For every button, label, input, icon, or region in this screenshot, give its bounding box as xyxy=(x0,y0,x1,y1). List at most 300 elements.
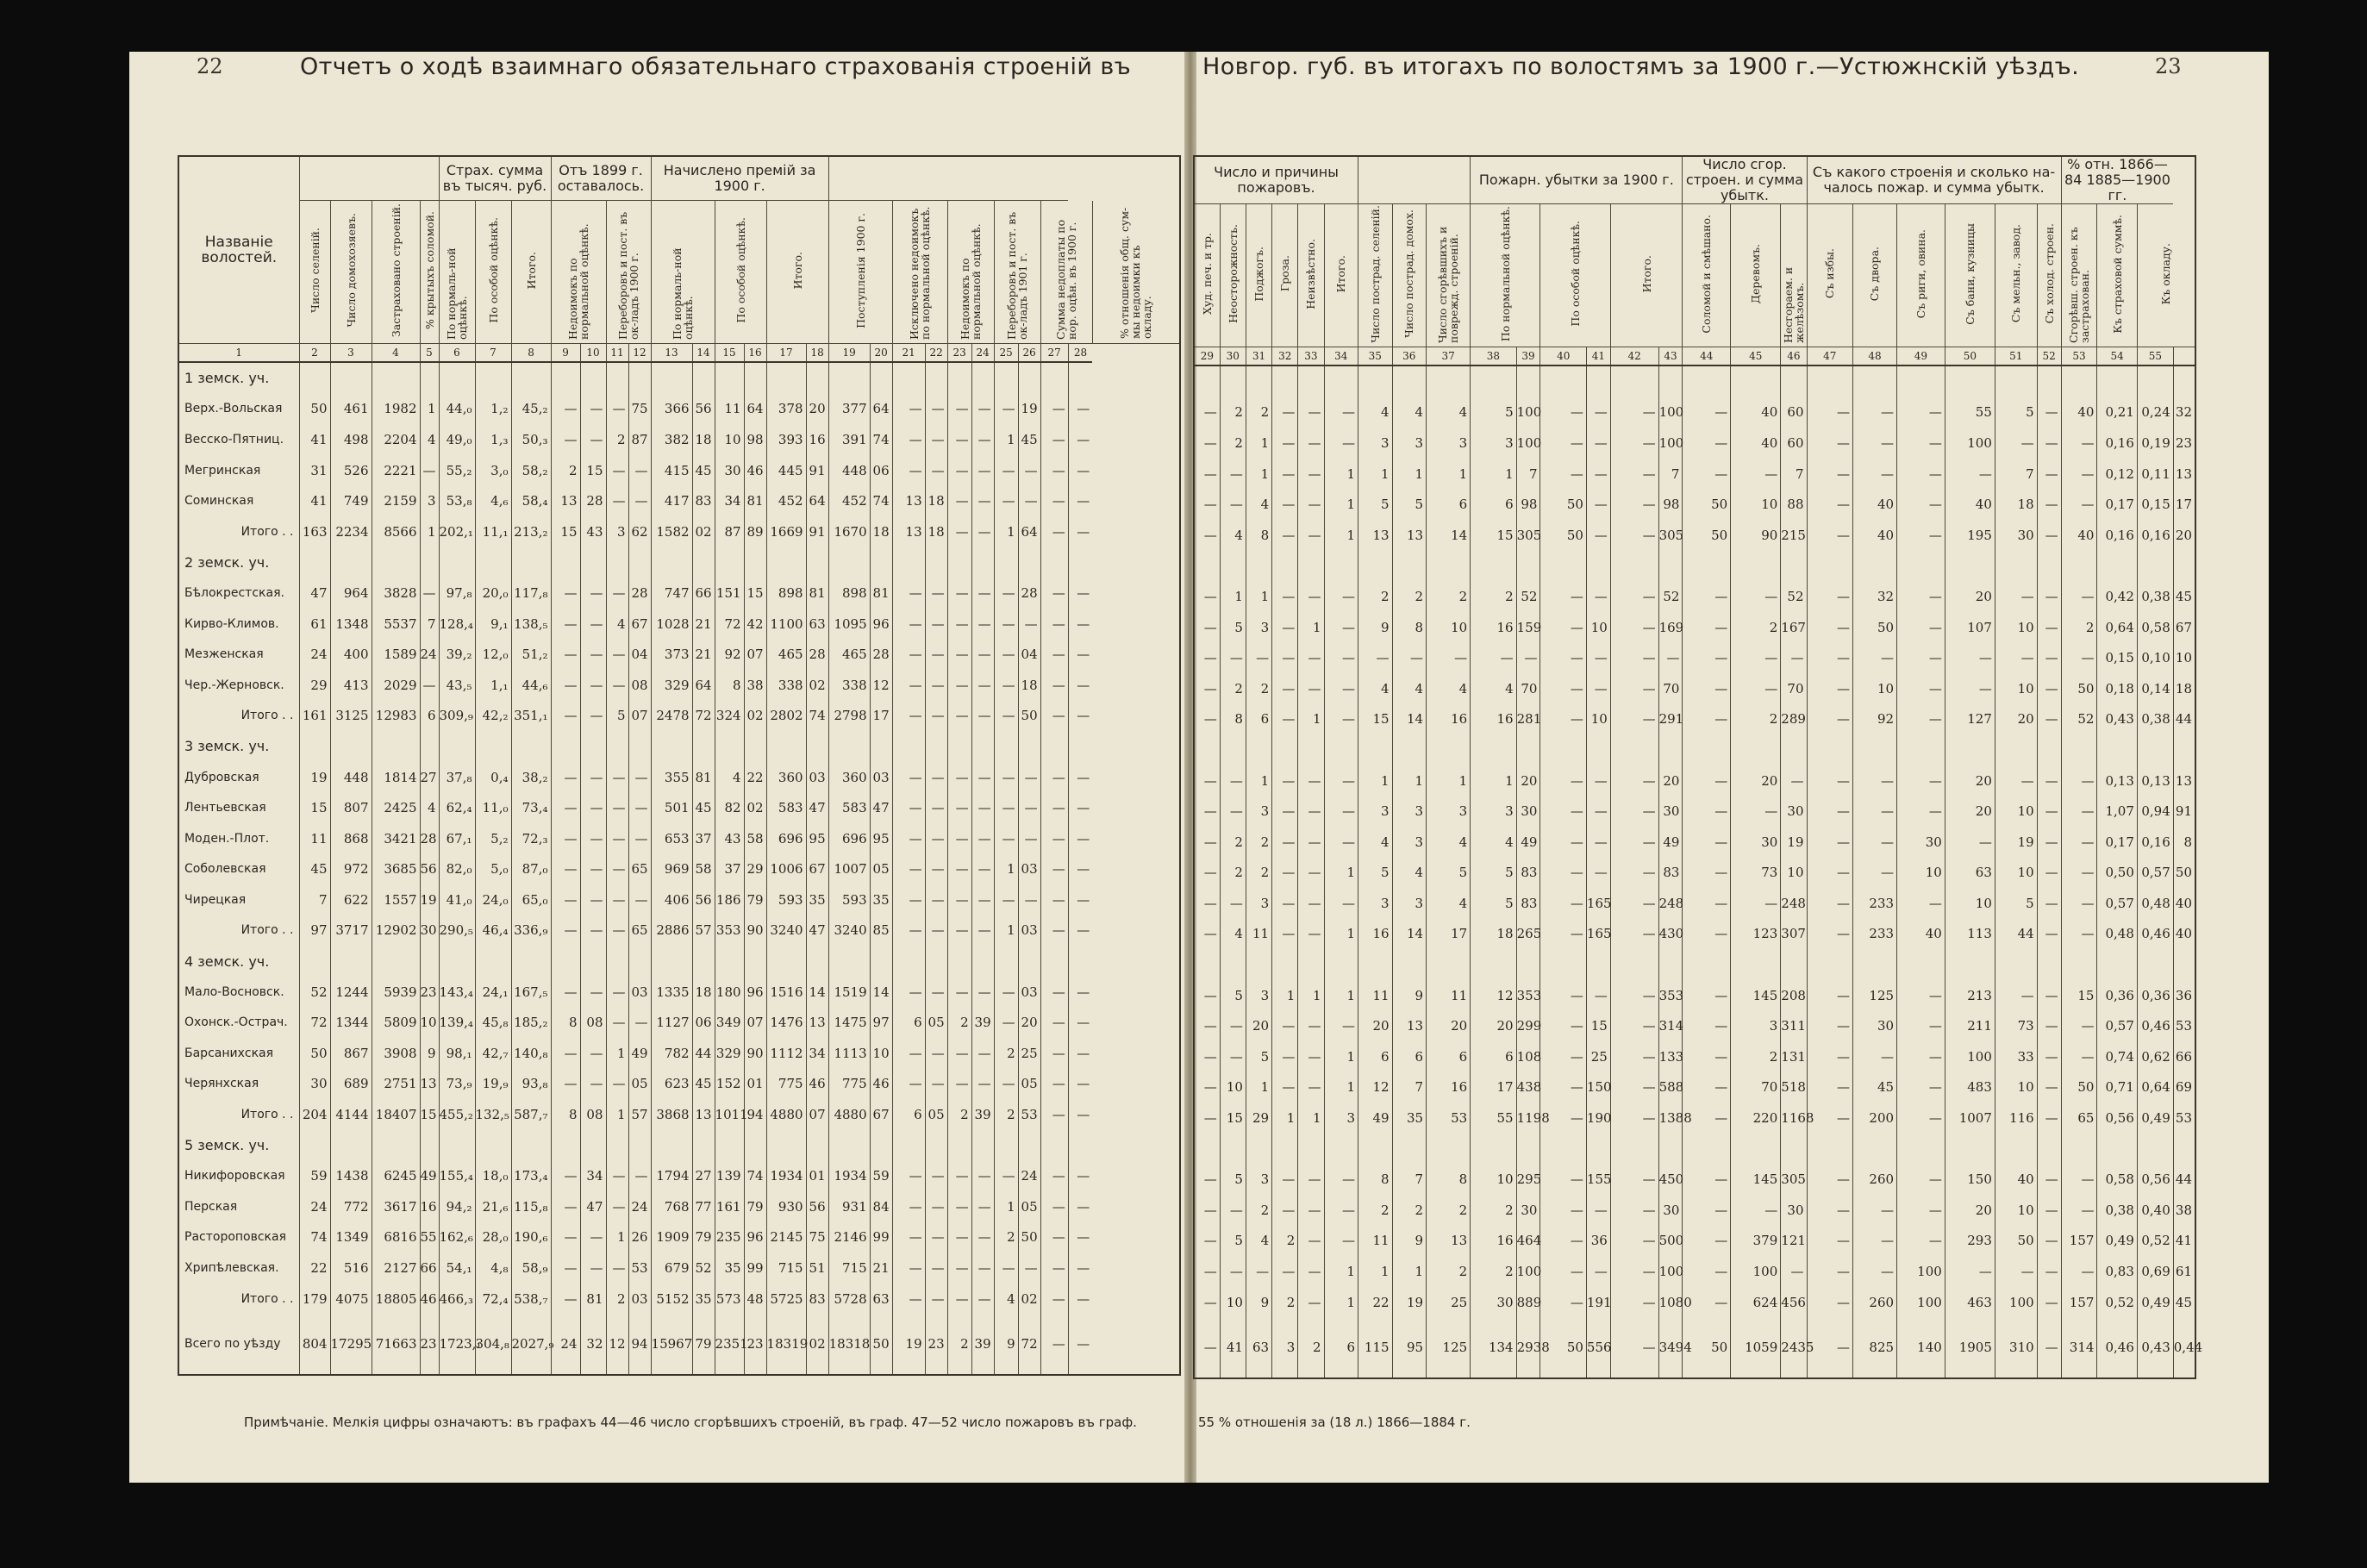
table-cell: 95 xyxy=(806,823,828,854)
table-cell: — xyxy=(1610,888,1658,919)
table-cell xyxy=(551,731,580,762)
table-cell xyxy=(2037,734,2061,765)
table-cell: 0,18 xyxy=(2097,673,2137,704)
table-cell: 5 xyxy=(1220,1164,1246,1195)
table-cell: 08 xyxy=(580,1007,606,1038)
table-cell: 0,13 xyxy=(2137,765,2173,796)
table-cell xyxy=(580,946,606,977)
right-col-label xyxy=(1995,204,2037,347)
table-cell: — xyxy=(1194,1287,1220,1318)
table-cell: 0,17 xyxy=(2097,489,2137,520)
table-cell: 162,₆ xyxy=(439,1222,475,1253)
right-col-label xyxy=(1540,204,1610,347)
table-cell: 44 xyxy=(1995,919,2037,950)
table-cell: 329 xyxy=(651,670,692,701)
table-cell: 456 xyxy=(1781,1287,1807,1318)
table-cell: 16 xyxy=(1427,1072,1471,1103)
table-cell: 2 xyxy=(1731,704,1781,735)
table-cell: — xyxy=(1683,1287,1731,1318)
left-col-number: 21 xyxy=(892,344,925,363)
table-cell: 35 xyxy=(692,1284,715,1315)
table-cell: 31 xyxy=(299,455,330,486)
table-cell xyxy=(1358,551,1393,582)
table-cell: 13 xyxy=(1392,1010,1427,1041)
right-col-label-text: Итого. xyxy=(1334,254,1348,293)
table-cell: 03 xyxy=(628,977,651,1008)
table-cell: 15 xyxy=(744,578,766,609)
right-col-label-text: По особой оцѣнкѣ. xyxy=(1569,221,1583,327)
table-cell: 265 xyxy=(1516,919,1540,950)
table-cell: — xyxy=(1683,980,1731,1011)
table-cell: 1059 xyxy=(1731,1317,1781,1378)
table-cell: 9 xyxy=(1358,612,1393,643)
table-cell: — xyxy=(1018,884,1040,915)
header-sgor-stroen: Число сгор. строен. и сумма убытк. xyxy=(1683,156,1807,204)
table-cell: 66 xyxy=(420,1253,439,1284)
table-cell: — xyxy=(1324,888,1358,919)
table-cell: — xyxy=(1540,581,1586,612)
table-cell: 81 xyxy=(692,762,715,793)
table-cell xyxy=(1781,365,1807,397)
table-cell: — xyxy=(1683,919,1731,950)
table-cell xyxy=(1392,949,1427,980)
table-cell: — xyxy=(1194,1072,1220,1103)
left-col-label xyxy=(420,201,439,344)
table-cell: — xyxy=(1540,1287,1586,1318)
table-cell xyxy=(439,731,475,762)
table-cell: 0,40 xyxy=(2137,1195,2173,1226)
table-cell: 305 xyxy=(1658,520,1683,551)
table-cell: — xyxy=(1220,765,1246,796)
table-cell: — xyxy=(2037,459,2061,490)
table-cell xyxy=(1945,365,1995,397)
table-cell: 0,42 xyxy=(2097,581,2137,612)
table-cell: 30 xyxy=(1471,1287,1516,1318)
right-col-number: 33 xyxy=(1298,347,1324,366)
table-cell: 483 xyxy=(1945,1072,1995,1103)
table-cell: — xyxy=(1897,428,1945,459)
right-col-label xyxy=(1324,204,1358,347)
right-col-number: 32 xyxy=(1272,347,1298,366)
header-postradalo xyxy=(1358,156,1471,204)
table-cell xyxy=(1945,1134,1995,1165)
table-row xyxy=(1194,365,2195,397)
table-cell: 1007 xyxy=(828,854,870,885)
table-cell xyxy=(580,362,606,394)
table-cell: — xyxy=(1324,612,1358,643)
table-row xyxy=(1194,1072,2195,1103)
table-cell: 79 xyxy=(744,1191,766,1222)
table-cell: 17 xyxy=(870,701,892,732)
table-cell: — xyxy=(1298,919,1324,950)
table-cell: — xyxy=(551,1069,580,1100)
table-row xyxy=(1194,1134,2195,1165)
table-cell xyxy=(1272,551,1298,582)
table-cell: 15 xyxy=(2061,980,2097,1011)
table-cell: — xyxy=(580,1038,606,1069)
table-cell: 50 xyxy=(2061,1072,2097,1103)
table-cell: — xyxy=(551,609,580,640)
table-cell xyxy=(651,1130,692,1161)
table-cell: — xyxy=(1610,858,1658,889)
table-cell: 41 xyxy=(299,485,330,516)
table-cell xyxy=(971,946,994,977)
table-cell: 969 xyxy=(651,854,692,885)
table-cell: 20 xyxy=(1945,796,1995,827)
table-cell: — xyxy=(1683,397,1731,428)
table-cell: — xyxy=(606,639,628,670)
table-cell: — xyxy=(925,915,947,946)
table-cell: — xyxy=(1683,642,1731,673)
left-column-numbers-row xyxy=(178,344,1180,363)
table-cell: 50 xyxy=(1683,489,1731,520)
left-col-label-text: Итого. xyxy=(524,251,538,290)
volost-name: 3 земск. уч. xyxy=(178,731,299,762)
table-cell: — xyxy=(1731,459,1781,490)
table-cell: 140,₈ xyxy=(511,1038,551,1069)
table-cell: — xyxy=(1471,642,1516,673)
table-cell: 20 xyxy=(1516,765,1540,796)
table-cell: 100 xyxy=(1945,428,1995,459)
table-cell: 1080 xyxy=(1658,1287,1683,1318)
table-cell: 49 xyxy=(628,1038,651,1069)
table-cell: 16 xyxy=(806,424,828,455)
table-cell: 18 xyxy=(1018,670,1040,701)
table-cell: 50 xyxy=(2061,673,2097,704)
table-cell: — xyxy=(1540,1041,1586,1072)
table-row xyxy=(178,946,1180,977)
table-cell: 1 xyxy=(1298,612,1324,643)
table-cell xyxy=(692,547,715,578)
table-cell: 27 xyxy=(420,762,439,793)
table-cell: 42,₂ xyxy=(475,701,511,732)
table-cell: — xyxy=(1945,642,1995,673)
table-cell: 49 xyxy=(1658,827,1683,858)
right-col-number: 46 xyxy=(1781,347,1807,366)
table-cell: — xyxy=(2061,796,2097,827)
table-cell: 72 xyxy=(299,1007,330,1038)
table-cell: 30 xyxy=(1516,796,1540,827)
table-cell: — xyxy=(1220,489,1246,520)
table-cell: — xyxy=(1610,980,1658,1011)
table-cell: — xyxy=(971,455,994,486)
table-cell xyxy=(372,731,420,762)
table-cell: — xyxy=(2037,919,2061,950)
volost-name: Охонск.-Острач. xyxy=(178,1007,299,1038)
table-cell: 73 xyxy=(1995,1010,2037,1041)
volost-name: Итого . . xyxy=(178,915,299,946)
table-cell: — xyxy=(1540,428,1586,459)
table-cell: 01 xyxy=(806,1160,828,1191)
table-cell: 59 xyxy=(299,1160,330,1191)
table-cell: — xyxy=(1068,823,1092,854)
table-cell: — xyxy=(628,884,651,915)
table-cell: 1 xyxy=(1324,459,1358,490)
table-cell: 10 xyxy=(1220,1072,1246,1103)
table-cell: — xyxy=(1068,884,1092,915)
table-cell: 260 xyxy=(1852,1164,1896,1195)
table-cell: 1 xyxy=(606,1099,628,1130)
table-cell: 128,₄ xyxy=(439,609,475,640)
table-cell: — xyxy=(892,1069,925,1100)
table-cell: 03 xyxy=(1018,854,1040,885)
table-cell: 3717 xyxy=(330,915,372,946)
right-col-label-text: Неосторожность. xyxy=(1226,224,1240,323)
table-cell: 03 xyxy=(870,762,892,793)
table-cell: — xyxy=(1807,1287,1852,1318)
table-cell: — xyxy=(1610,642,1658,673)
table-cell: 52 xyxy=(299,977,330,1008)
table-cell: — xyxy=(1040,485,1068,516)
right-col-label-text: Число пострад. селеній. xyxy=(1368,204,1382,343)
table-cell: 1909 xyxy=(651,1222,692,1253)
table-cell: 6 xyxy=(892,1007,925,1038)
table-cell: 353 xyxy=(1516,980,1540,1011)
table-cell: — xyxy=(1807,980,1852,1011)
table-cell: — xyxy=(1194,673,1220,704)
table-cell: — xyxy=(971,854,994,885)
table-cell: 95 xyxy=(870,823,892,854)
right-col-label-text: Съ мельн., завод. xyxy=(2009,224,2023,323)
table-cell: 51 xyxy=(806,1253,828,1284)
table-cell: 2 xyxy=(1272,1226,1298,1257)
table-cell xyxy=(1731,1134,1781,1165)
table-cell: 5 xyxy=(1427,858,1471,889)
table-cell: 4 xyxy=(1220,919,1246,950)
table-cell: 2146 xyxy=(828,1222,870,1253)
table-cell: 67 xyxy=(806,854,828,885)
left-col-number: 24 xyxy=(971,344,994,363)
table-cell: 35 xyxy=(870,884,892,915)
table-cell xyxy=(1897,734,1945,765)
table-cell xyxy=(628,731,651,762)
table-cell: 163 xyxy=(299,516,330,547)
table-row xyxy=(178,578,1180,609)
table-cell xyxy=(1324,734,1358,765)
table-cell: 1670 xyxy=(828,516,870,547)
table-cell: — xyxy=(1068,455,1092,486)
right-col-number: 45 xyxy=(1731,347,1781,366)
table-cell: 27 xyxy=(692,1160,715,1191)
left-col-number: 22 xyxy=(925,344,947,363)
table-cell xyxy=(892,362,925,394)
table-cell: 87 xyxy=(628,424,651,455)
table-cell xyxy=(1246,1134,1271,1165)
table-cell: 1388 xyxy=(1658,1103,1683,1134)
table-cell: 338 xyxy=(828,670,870,701)
table-cell xyxy=(2061,734,2097,765)
table-cell: 0,52 xyxy=(2097,1287,2137,1318)
table-row xyxy=(1194,765,2195,796)
table-cell: — xyxy=(1897,888,1945,919)
table-cell: — xyxy=(892,1160,925,1191)
table-cell: 45 xyxy=(1852,1072,1896,1103)
table-cell: 45 xyxy=(692,1069,715,1100)
table-cell: 696 xyxy=(828,823,870,854)
table-cell: — xyxy=(2061,858,2097,889)
table-cell xyxy=(1427,949,1471,980)
table-row xyxy=(1194,397,2195,428)
table-cell: 653 xyxy=(651,823,692,854)
table-cell: 19 xyxy=(1018,394,1040,425)
table-cell: — xyxy=(420,455,439,486)
table-cell: 44,₆ xyxy=(511,670,551,701)
table-cell: — xyxy=(994,609,1018,640)
table-cell: — xyxy=(1298,827,1324,858)
table-cell: — xyxy=(606,854,628,885)
table-cell: 14 xyxy=(1427,520,1471,551)
table-cell: — xyxy=(420,578,439,609)
table-row xyxy=(1194,551,2195,582)
table-cell: — xyxy=(1540,1072,1586,1103)
table-cell: — xyxy=(1068,1069,1092,1100)
table-cell: 91 xyxy=(806,455,828,486)
table-cell xyxy=(1040,362,1068,394)
table-cell: — xyxy=(1897,796,1945,827)
left-col-label-text: Переборовъ и пост. въ ок-ладъ 1900 г. xyxy=(616,211,641,340)
table-cell: 1582 xyxy=(651,516,692,547)
table-cell: — xyxy=(628,792,651,823)
table-cell xyxy=(1427,1134,1471,1165)
table-cell: 20 xyxy=(806,394,828,425)
table-cell xyxy=(2037,551,2061,582)
table-cell: — xyxy=(1540,796,1586,827)
table-cell: 07 xyxy=(744,1007,766,1038)
table-cell: 100 xyxy=(1731,1256,1781,1287)
table-cell: — xyxy=(1897,765,1945,796)
table-cell: 1 xyxy=(994,516,1018,547)
table-cell: — xyxy=(606,1160,628,1191)
table-cell: 5 xyxy=(1358,858,1393,889)
table-cell: — xyxy=(606,394,628,425)
table-cell: — xyxy=(580,578,606,609)
table-cell: 2 xyxy=(2061,612,2097,643)
table-cell xyxy=(744,731,766,762)
table-cell: — xyxy=(1807,489,1852,520)
table-cell xyxy=(551,547,580,578)
table-cell: 157 xyxy=(2061,1226,2097,1257)
table-cell: — xyxy=(551,578,580,609)
table-cell xyxy=(971,731,994,762)
table-cell: 1 xyxy=(1471,765,1516,796)
table-cell: — xyxy=(1246,642,1271,673)
table-cell: — xyxy=(1586,1195,1610,1226)
table-cell: 3 xyxy=(1392,888,1427,919)
table-cell: — xyxy=(947,1160,971,1191)
table-cell: — xyxy=(2061,428,2097,459)
table-cell: 58,₄ xyxy=(511,485,551,516)
volost-name: 1 земск. уч. xyxy=(178,362,299,394)
table-cell: 20 xyxy=(2173,520,2195,551)
header-s-kakogo: Съ какого строенія и сколько на-чалось пожар. и сумма убытк. xyxy=(1807,156,2061,204)
table-cell: 115,₈ xyxy=(511,1191,551,1222)
table-cell: — xyxy=(994,670,1018,701)
left-col-label-text: % отношенія общ. сум-мы недоимки къ окладу. xyxy=(1118,207,1154,340)
table-cell: — xyxy=(1194,980,1220,1011)
table-cell: 185,₂ xyxy=(511,1007,551,1038)
table-cell: — xyxy=(1018,792,1040,823)
table-cell: 5 xyxy=(1392,489,1427,520)
left-col-label-text: По нормаль-ной оцѣнкѣ. xyxy=(671,247,696,340)
table-cell: 24 xyxy=(1018,1160,1040,1191)
table-cell: — xyxy=(1194,489,1220,520)
table-cell: 05 xyxy=(870,854,892,885)
table-cell xyxy=(1246,734,1271,765)
table-cell: — xyxy=(2037,1103,2061,1134)
table-cell xyxy=(925,946,947,977)
table-cell: 9,₁ xyxy=(475,609,511,640)
table-cell: — xyxy=(1068,1284,1092,1315)
table-cell: 1 xyxy=(1324,919,1358,950)
table-cell: 0,48 xyxy=(2137,888,2173,919)
table-cell: — xyxy=(1540,1226,1586,1257)
table-cell: 82,₀ xyxy=(439,854,475,885)
table-cell: — xyxy=(1220,459,1246,490)
table-cell: 30 xyxy=(1731,827,1781,858)
table-cell: 1519 xyxy=(828,977,870,1008)
table-cell: 83 xyxy=(1516,888,1540,919)
table-cell: — xyxy=(1852,765,1896,796)
table-cell: — xyxy=(1194,827,1220,858)
table-cell: 3868 xyxy=(651,1099,692,1130)
right-col-label-text: Поджогъ. xyxy=(1252,246,1265,302)
table-cell: 18 xyxy=(692,424,715,455)
table-cell: — xyxy=(925,823,947,854)
table-cell: — xyxy=(1731,796,1781,827)
table-cell: 117,₈ xyxy=(511,578,551,609)
table-cell: — xyxy=(1540,827,1586,858)
table-cell: 378 xyxy=(766,394,806,425)
left-col-number: 13 xyxy=(651,344,692,363)
table-cell: — xyxy=(1298,1072,1324,1103)
table-cell: — xyxy=(1298,642,1324,673)
volost-name: Черянхская xyxy=(178,1069,299,1100)
table-cell: 30 xyxy=(1658,1195,1683,1226)
left-col-label-text: Застраховано строеній. xyxy=(389,203,403,337)
table-cell: 13 xyxy=(1392,520,1427,551)
table-cell: 50 xyxy=(1683,520,1731,551)
table-cell: 413 xyxy=(330,670,372,701)
table-cell: 248 xyxy=(1781,888,1807,919)
left-col-label xyxy=(828,201,892,344)
table-cell xyxy=(1658,949,1683,980)
table-cell: 60 xyxy=(1781,397,1807,428)
table-cell xyxy=(1683,734,1731,765)
table-cell: 20 xyxy=(1471,1010,1516,1041)
table-cell: 4880 xyxy=(828,1099,870,1130)
table-cell: 58,₉ xyxy=(511,1253,551,1284)
table-cell: — xyxy=(1852,642,1896,673)
table-cell xyxy=(475,362,511,394)
table-cell: 7 xyxy=(299,884,330,915)
table-cell: 125 xyxy=(1427,1317,1471,1378)
table-cell: — xyxy=(994,701,1018,732)
table-cell xyxy=(892,1130,925,1161)
table-cell: 1344 xyxy=(330,1007,372,1038)
table-cell xyxy=(994,362,1018,394)
table-cell: 40 xyxy=(1945,489,1995,520)
table-cell: 2 xyxy=(1272,1287,1298,1318)
table-cell: 0,52 xyxy=(2137,1226,2173,1257)
table-cell: 353 xyxy=(715,915,744,946)
table-cell: 5725 xyxy=(766,1284,806,1315)
table-cell: — xyxy=(1807,827,1852,858)
table-cell: — xyxy=(1298,397,1324,428)
table-cell: 1,₂ xyxy=(475,394,511,425)
left-col-number: 5 xyxy=(420,344,439,363)
table-cell: 07 xyxy=(628,701,651,732)
table-cell: 4 xyxy=(1427,888,1471,919)
